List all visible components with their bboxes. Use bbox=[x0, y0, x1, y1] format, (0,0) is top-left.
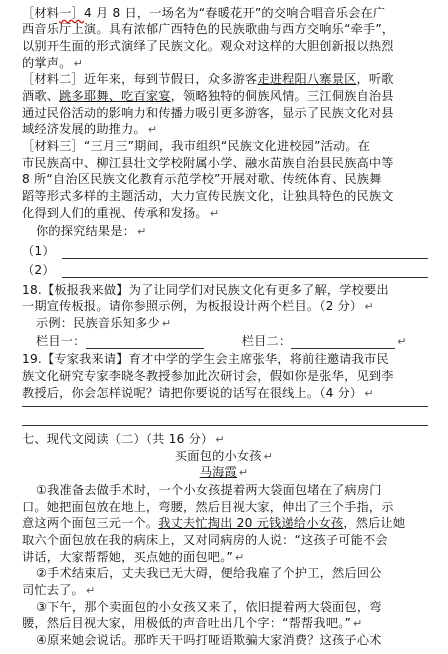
paragraph-1-line-5: 讲话，大家帮帮她，买点她的面包吧。” ↵ bbox=[22, 549, 245, 564]
paragraph-1-line-2: 口。她把面包放在地上，弯腰，然后目视大家，伸出了三个手指，示 bbox=[22, 499, 394, 514]
column-2-blank[interactable] bbox=[291, 335, 395, 349]
q17-answer-1: （1） bbox=[22, 243, 55, 258]
material-3-line-2: 市民族高中、柳江县壮文学校附属小学、融水苗族自治县民族高中等 bbox=[22, 155, 394, 170]
q18-example: 示例：民族音乐知多少 ↵ bbox=[36, 316, 172, 330]
return-arrow-icon: ↵ bbox=[397, 334, 407, 348]
article-title: 买面包的小女孩 ↵ bbox=[174, 448, 274, 463]
paragraph-2-line-2: 司忙去了。 ↵ bbox=[22, 583, 96, 597]
paragraph-4-line-1: ④原来她会说话。那昨天干吗打哑语欺骗大家消费？这孩子心术 bbox=[36, 633, 382, 647]
q19-line-1: 19.【专家我来请】育才中学的学生会主席张华，将前往邀请我市民 bbox=[22, 352, 389, 367]
q18-columns bbox=[36, 334, 434, 350]
return-arrow-icon: ↵ bbox=[364, 386, 374, 400]
return-arrow-icon: ↵ bbox=[263, 449, 274, 463]
material-2-line-2: 酒歌、跳多耶舞、吃百家宴，领略独特的侗族风情。三江侗族自治县 bbox=[22, 89, 394, 103]
column-1-blank[interactable] bbox=[86, 335, 204, 349]
q17-answer-2: （2） bbox=[22, 263, 55, 278]
return-arrow-icon: ↵ bbox=[137, 225, 147, 239]
return-arrow-icon: ↵ bbox=[85, 584, 96, 597]
material-1-line-3: 以别开生面的形式演绎了民族文化。观众对这样的大胆创新报以热烈 bbox=[22, 38, 394, 53]
answer-line-2[interactable] bbox=[62, 277, 428, 278]
paragraph-1-line-3: 意这两个面包三元一个。我丈夫忙掏出 20 元钱递给小女孩，然后让她 bbox=[22, 516, 406, 531]
material-1-line-4: 的掌声。 ↵ bbox=[22, 55, 83, 70]
paragraph-3-line-1: ③下午，那个卖面包的小女孩又来了，依旧提着两大袋面包，弯 bbox=[36, 599, 382, 614]
return-arrow-icon: ↵ bbox=[353, 617, 363, 631]
q19-line-3: 教授后，你会怎样说呢？请把你要说的话写在很线上。（4 分） ↵ bbox=[22, 385, 374, 400]
material-1-line-2: 西音乐厅上演。具有浓郁广西特色的民族歌曲与西方交响乐“牵手”， bbox=[22, 22, 395, 37]
section-heading: 七、现代文阅读（二）（共 16 分） ↵ bbox=[22, 431, 225, 446]
q19-line-2: 族文化研究专家李晓冬教授参加此次研讨会，假如你是张华，见到李 bbox=[22, 368, 394, 383]
return-arrow-icon: ↵ bbox=[364, 300, 374, 314]
return-arrow-icon: ↵ bbox=[147, 123, 158, 137]
column-2-label: 栏目二： bbox=[241, 333, 292, 348]
material-2-line-3: 通过民俗活动的影响力和传播力吸引更多游客，显示了民族文化对县 bbox=[22, 105, 394, 120]
paragraph-1-line-4: 取六个面包放在我的病床上，又对同病房的人说：“这孩子可能不会 bbox=[22, 532, 388, 547]
material-1-line-1: ［材料一］4 月 8 日，一场名为“春暖花开”的交响合唱音乐会在广 bbox=[22, 5, 386, 20]
article-author: 马海霞 ↵ bbox=[199, 465, 249, 480]
material-2-line-4: 域经济发展的助推力。 ↵ bbox=[22, 122, 158, 137]
answer-line-3[interactable] bbox=[22, 406, 428, 407]
answer-line-4[interactable] bbox=[22, 425, 428, 426]
material-3-line-5: 化得到人们的重视、传承和发扬。 ↵ bbox=[22, 205, 220, 220]
return-arrow-icon: ↵ bbox=[209, 206, 220, 220]
return-arrow-icon: ↵ bbox=[238, 466, 249, 480]
paragraph-2-line-1: ②手术结束后，丈夫我已无大碍，便给我雇了个护工，然后回公 bbox=[36, 566, 382, 581]
answer-line-1[interactable] bbox=[62, 258, 428, 259]
q18-line-2: 一期宣传板报。请你参照示例，为板报设计两个栏目。（2 分） ↵ bbox=[22, 299, 374, 314]
return-arrow-icon: ↵ bbox=[161, 317, 172, 330]
paragraph-3-line-2: 腰，然后目视大家，用极低的声音吐出几个字：“帮帮我吧。” ↵ bbox=[22, 616, 363, 631]
q17-prompt: 你的探究结果是： ↵ bbox=[36, 224, 147, 239]
material-3-line-4: 蹈等形式多样的主题活动，大力宣传民族文化，让独具特色的民族文 bbox=[22, 189, 394, 204]
material-3-line-3: 8 所“自治区民族文化教育示范学校”开展对歌、传统体育、民族舞 bbox=[22, 172, 382, 187]
material-2-line-1: ［材料二］近年来，每到节假日，众多游客走进程阳八寨景区，听歌 bbox=[22, 72, 394, 87]
return-arrow-icon: ↵ bbox=[215, 432, 225, 446]
material-3-line-1: ［材料三］“三月三”期间，我市组织“民族文化进校园”活动。在 bbox=[22, 139, 371, 153]
q18-line-1: 18.【板报我来做】为了让同学们对民族文化有更多了解，学校要出 bbox=[22, 282, 389, 297]
return-arrow-icon: ↵ bbox=[73, 56, 83, 70]
return-arrow-icon: ↵ bbox=[235, 550, 245, 564]
column-1-label: 栏目一： bbox=[36, 333, 86, 348]
paragraph-1-line-1: ①我准备去做手术时，一个小女孩提着两大袋面包堵在了病房门 bbox=[36, 482, 382, 497]
